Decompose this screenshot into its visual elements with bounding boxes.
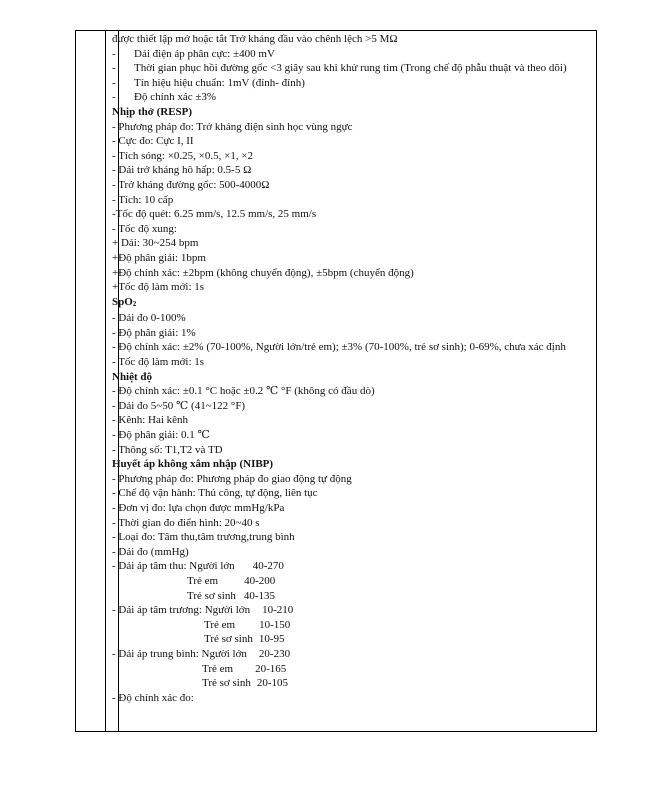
mean-adult-row [112,647,592,662]
text-line: - Trở kháng đường gốc: 500-4000Ω [112,178,270,191]
bullet-text: Độ chính xác ±3% [134,91,217,104]
text-line: - Kênh: Hai kênh [112,414,189,427]
diastolic-child-label: Trẻ em [204,618,236,631]
systolic-adult-value: 40-270 [252,560,284,573]
section-heading-temp: Nhiệt độ [112,370,153,383]
mean-label: - Dải áp trung bình: Người lớn [112,647,247,660]
bullet-text: Dải điện áp phân cực: ±400 mV [134,47,275,60]
text-line: - Độ phân giải: 1% [112,326,196,339]
systolic-label: - Dải áp tâm thu: Người lớn [112,560,235,573]
diastolic-neo-label: Trẻ sơ sinh [204,633,253,646]
systolic-neo-label: Trẻ sơ sinh [187,589,236,602]
text-line: - Thời gian đo điển hình: 20~40 s [112,516,260,529]
spo2-heading-main: SpO [112,295,133,308]
mean-adult-value: 20-230 [258,647,291,660]
bullet-dash: - [112,62,116,75]
text-line: - Tốc độ xung: [112,222,177,235]
text-line: - Cực đo: Cực I, II [112,135,194,148]
text-line: +Độ chính xác: ±2bpm (không chuyển động), ±5bpm (chuyển động) [112,266,414,279]
mean-child-value: 20-165 [255,662,287,675]
table-column-index [76,31,106,731]
bullet-dash: - [112,76,116,89]
section-heading-nibp: Huyết áp không xâm nhập (NIBP) [112,458,274,471]
spec-content [112,32,592,705]
text-line: - Đơn vị đo: lựa chọn được mmHg/kPa [112,502,285,514]
text-line: - Phương pháp đo: Trở kháng điện sinh học vùng ngực [112,120,353,133]
text-line: +Độ phân giải: 1bpm [112,251,206,264]
systolic-child-value: 40-200 [244,574,276,587]
text-line: - Loại đo: Tâm thu,tâm trương,trung bình [112,531,295,544]
bullet-item [112,90,592,105]
text-line: - Tích: 10 cấp [112,193,174,206]
text-line: - Độ chính xác đo: [112,691,194,704]
bullet-text: Tín hiệu hiệu chuẩn: 1mV (đỉnh- đỉnh) [134,76,305,89]
diastolic-child-row [112,618,592,633]
text-line: - Độ phân giải: 0.1 ℃ [112,429,210,442]
text-line: - Dải đo 5~50 ℃ (41~122 °F) [112,399,246,412]
section-heading-spo2 [112,295,592,312]
text-line: - Độ chính xác: ±0.1 °C hoặc ±0.2 ℃ °F (không có đầu dò) [112,385,375,398]
diastolic-child-value: 10-150 [259,618,291,631]
diastolic-adult-value: 10-210 [262,604,294,617]
systolic-adult-row [112,559,592,574]
text-line: -Tốc độ quét: 6.25 mm/s, 12.5 mm/s, 25 mm/s [112,208,317,221]
systolic-child-row [112,574,592,589]
mean-neo-value: 20-105 [256,677,288,690]
bullet-dash: - [112,47,116,60]
text-line: - Thông số: T1,T2 và TD [112,443,223,456]
text-line: - Dải đo 0-100% [112,312,186,325]
mean-child-row [112,662,592,677]
systolic-neo-row [112,589,592,604]
diastolic-adult-row [112,603,592,618]
text-line: - Phương pháp đo: Phương pháp đo giao động tự động [112,472,352,485]
diastolic-neo-row [112,632,592,647]
text-line: - Dải trở kháng hô hấp: 0.5-5 Ω [112,164,252,177]
mean-neo-label: Trẻ sơ sinh [202,677,251,690]
bullet-item [112,61,592,76]
systolic-child-label: Trẻ em [187,574,219,587]
text-line: - Tích sóng: ×0.25, ×0.5, ×1, ×2 [112,149,254,162]
text-line: +Tốc độ làm mới: 1s [112,281,205,294]
text-line: - Tốc độ làm mới: 1s [112,356,205,369]
text-line: - Chế độ vận hành: Thủ công, tự động, liên tục [112,487,318,500]
diastolic-neo-value: 10-95 [258,633,285,646]
bullet-item [112,76,592,91]
section-heading-resp: Nhịp thở (RESP) [112,105,193,118]
spo2-heading-sub: 2 [132,299,137,308]
text-line: được thiết lập mở hoặc tắt Trở kháng đầu vào chênh lệch >5 MΩ [112,33,398,45]
mean-neo-row [112,676,592,691]
mean-child-label: Trẻ em [202,662,234,675]
diastolic-label: - Dải áp tâm trương: Người lớn [112,604,251,617]
bullet-dash: - [112,91,116,104]
bullet-text: Thời gian phục hồi đường gốc <3 giây sau khi khử rung tim (Trong chế độ phẫu thuật và theo dõi) [134,62,567,75]
bullet-item [112,47,592,62]
systolic-neo-value: 40-135 [243,589,275,602]
text-line: - Độ chính xác: ±2% (70-100%, Người lớn/trẻ em); ±3% (70-100%, trẻ sơ sinh); 0-69%, chưa xác định [112,341,566,354]
text-line: + Dải: 30~254 bpm [112,237,199,250]
text-line: - Dải đo (mmHg) [112,545,189,558]
